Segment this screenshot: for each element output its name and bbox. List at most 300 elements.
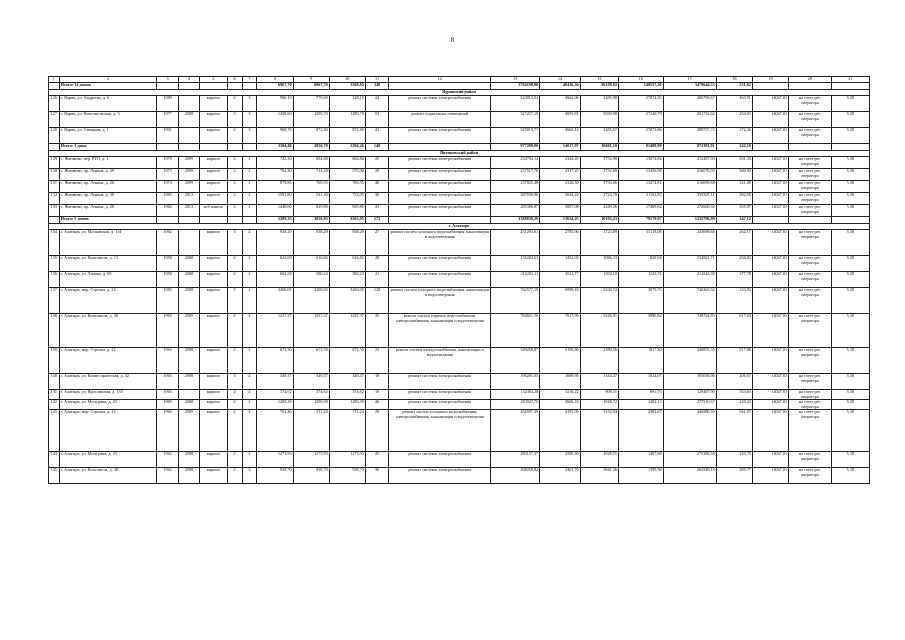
- table-cell: на счете рег. оператора: [789, 181, 832, 193]
- table-cell: ремонт системы электроснабжения: [389, 452, 491, 468]
- table-cell: 145: [49, 468, 60, 484]
- table-cell: 879,85: [257, 181, 293, 193]
- table-row: [49, 410, 870, 452]
- table-cell: 1399,38: [618, 468, 663, 484]
- table-cell: кирпич: [199, 410, 227, 452]
- table-cell: 2: [242, 452, 257, 468]
- table-cell: кирпич: [199, 374, 227, 390]
- total-row: [49, 83, 870, 90]
- table-cell: 2008: [178, 256, 199, 272]
- table-cell: кирпич: [199, 256, 227, 272]
- table-cell: 711,24: [293, 410, 329, 452]
- table-cell: 1734,66: [580, 181, 618, 193]
- table-cell: 1963: [157, 348, 178, 374]
- table-cell: 1344,47: [580, 374, 618, 390]
- table-cell: 938,70: [329, 468, 365, 484]
- table-cell: 36: [365, 193, 388, 205]
- table-cell: 446880,39: [663, 410, 716, 452]
- table-cell: 48436,36: [540, 83, 580, 90]
- table-cell: 2008: [178, 468, 199, 484]
- table-cell: [178, 128, 199, 144]
- table-cell: 5569,85: [329, 83, 365, 90]
- table-cell: 968,70: [257, 128, 293, 144]
- table-cell: 14047,81: [752, 96, 788, 112]
- table-cell: 133: [49, 205, 60, 217]
- table-cell: кирпич: [199, 468, 227, 484]
- table-cell: на счете рег. оператора: [789, 157, 832, 169]
- table-cell: 3260,05: [329, 288, 365, 314]
- table-cell: [789, 144, 832, 151]
- table-cell: 5,38: [831, 256, 869, 272]
- table-cell: 616,82: [293, 256, 329, 272]
- table-cell: [831, 144, 869, 151]
- table-cell: 691,53: [618, 390, 663, 400]
- table-cell: 140: [49, 374, 60, 390]
- table-cell: ремонт системы электроснабжения: [389, 390, 491, 400]
- table-cell: [752, 217, 788, 224]
- table-cell: 463,91: [716, 96, 752, 112]
- table-cell: 173: [365, 217, 388, 224]
- table-cell: 1928,51: [580, 452, 618, 468]
- table-cell: 353,63: [716, 390, 752, 400]
- table-cell: 1235796,99: [663, 217, 716, 224]
- table-cell: ремонт системы электроснабжения: [389, 181, 491, 193]
- column-number-cell: 6: [227, 77, 242, 83]
- table-cell: 4693,81: [540, 112, 580, 128]
- table-cell: 1289,39: [257, 400, 293, 410]
- table-cell: 1482,13: [618, 400, 663, 410]
- column-number-cell: 21: [831, 77, 869, 83]
- column-number-cell: 14: [540, 77, 580, 83]
- table-cell: кирпич: [199, 452, 227, 468]
- table-cell: 1963: [157, 374, 178, 390]
- table-cell: 2: [227, 181, 242, 193]
- table-cell: [178, 217, 199, 224]
- table-cell: 283947,70: [491, 400, 540, 410]
- table-cell: 2: [227, 468, 242, 484]
- table-cell: 1817,30: [618, 348, 663, 374]
- table-cell: 2: [242, 205, 257, 217]
- table-cell: 762577,19: [491, 288, 540, 314]
- table-cell: 3485,98: [580, 96, 618, 112]
- table-cell: 580,24: [329, 272, 365, 288]
- table-cell: 872,80: [293, 128, 329, 144]
- table-cell: 829,80: [293, 205, 329, 217]
- table-cell: [389, 144, 491, 151]
- table-cell: 1237,37: [329, 314, 365, 348]
- column-number-cell: 8: [257, 77, 293, 83]
- table-cell: г. Алатырь, ул. Московская, д. 114: [59, 230, 157, 256]
- table-cell: 938,29: [293, 230, 329, 256]
- table-cell: 711,24: [329, 410, 365, 452]
- table-cell: 132484,28: [491, 390, 540, 400]
- table-cell: на счете рег. оператора: [789, 452, 832, 468]
- table-cell: кирпич: [199, 400, 227, 410]
- table-cell: 79179,07: [618, 217, 663, 224]
- table-cell: 672,50: [293, 348, 329, 374]
- table-cell: 4: [227, 452, 242, 468]
- table-cell: 17469,62: [618, 205, 663, 217]
- table-cell: 1962: [157, 230, 178, 256]
- table-cell: 1690,95: [540, 374, 580, 390]
- table-cell: на счете рег. оператора: [789, 230, 832, 256]
- table-cell: 871381,01: [663, 144, 716, 151]
- table-cell: 3: [242, 468, 257, 484]
- table-cell: 1958: [157, 272, 178, 288]
- table-cell: г. Алатырь, ул. Комсомола, д. 48: [59, 468, 157, 484]
- table-cell: 909,31: [580, 390, 618, 400]
- table-cell: 1979: [157, 157, 178, 169]
- table-cell: 938,29: [257, 230, 293, 256]
- table-cell: 22: [365, 348, 388, 374]
- table-cell: 40: [365, 181, 388, 193]
- table-cell: 769,55: [329, 181, 365, 193]
- table-cell: 3856,85: [293, 217, 329, 224]
- table-cell: 743,30: [257, 157, 293, 169]
- table-cell: 14017,97: [540, 144, 580, 151]
- table-cell: 359307,11: [663, 193, 716, 205]
- table-cell: 233,92: [716, 288, 752, 314]
- table-cell: г. Алатырь, ул. Комсомола, д. 13: [59, 256, 157, 272]
- table-cell: кирпич: [199, 288, 227, 314]
- table-cell: 2294,26: [329, 144, 365, 151]
- table-cell: [157, 217, 178, 224]
- table-cell: 2009: [178, 112, 199, 128]
- table-cell: [789, 83, 832, 90]
- table-cell: с. Янтиково, пр. Ленина, д. 28: [59, 205, 157, 217]
- table-row: [49, 96, 870, 112]
- table-cell: 977289,00: [491, 144, 540, 151]
- table-cell: 770,60: [293, 96, 329, 112]
- table-cell: 21: [365, 272, 388, 288]
- table-cell: 1237,37: [293, 314, 329, 348]
- table-cell: 733,05: [329, 193, 365, 205]
- table-cell: 5,38: [831, 169, 869, 181]
- table-cell: 828,94: [618, 256, 663, 272]
- district-title: Янтиковский район: [49, 151, 870, 157]
- table-cell: [242, 83, 257, 90]
- table-cell: [178, 144, 199, 151]
- table-cell: 14047,81: [752, 157, 788, 169]
- table-cell: 3: [227, 374, 242, 390]
- table-row: [49, 181, 870, 193]
- table-cell: г. Алатырь, мкр. Стрелка, д. 23: [59, 288, 157, 314]
- table-cell: 2: [242, 157, 257, 169]
- table-cell: на счете рег. оператора: [789, 193, 832, 205]
- table-cell: 27974,35: [618, 96, 663, 112]
- table-cell: 25: [365, 157, 388, 169]
- table-cell: 2461,70: [540, 468, 580, 484]
- table-cell: 372,36: [716, 128, 752, 144]
- table-cell: 5,38: [831, 230, 869, 256]
- table-cell: 13474,81: [618, 181, 663, 193]
- table-cell: 142: [49, 400, 60, 410]
- table-cell: кирпич: [199, 96, 227, 112]
- table-cell: 234704,14: [491, 157, 540, 169]
- table-cell: 2009: [178, 314, 199, 348]
- table-cell: 3: [242, 128, 257, 144]
- table-cell: 5,38: [831, 96, 869, 112]
- table-cell: [831, 217, 869, 224]
- table-cell: 143: [49, 410, 60, 452]
- table-cell: 325019,77: [491, 128, 540, 144]
- table-cell: 5,38: [831, 390, 869, 400]
- table-cell: 196201,65: [491, 374, 540, 390]
- table-cell: 214544,30: [663, 272, 716, 288]
- table-cell: 45: [365, 452, 388, 468]
- table-cell: 1591,80: [257, 193, 293, 205]
- table-cell: 44: [365, 96, 388, 112]
- table-cell: кирпич: [199, 348, 227, 374]
- district-title: г. Алатырь: [49, 224, 870, 230]
- table-cell: 2: [227, 390, 242, 400]
- table-cell: 2: [227, 169, 242, 181]
- table-cell: 349258,87: [491, 348, 540, 374]
- table-cell: 1969: [157, 400, 178, 410]
- table-cell: 16: [365, 390, 388, 400]
- table-cell: 769,55: [293, 181, 329, 193]
- table-cell: 126: [49, 96, 60, 112]
- table-cell: г. Ядрин, ул. Северная, д. 1: [59, 128, 157, 144]
- table-cell: 1723,89: [580, 230, 618, 256]
- table-cell: 2: [242, 181, 257, 193]
- table-cell: 140557,20: [618, 83, 663, 90]
- table-cell: 323013,04: [491, 96, 540, 112]
- column-number-cell: 17: [663, 77, 716, 83]
- table-cell: ремонт систем холодного водоснабжения, электроснабжения, канализации и водоотведения: [389, 410, 491, 452]
- table-row: [49, 468, 870, 484]
- table-cell: 1962: [157, 468, 178, 484]
- table-cell: 262,17: [716, 230, 752, 256]
- table-cell: 349,37: [329, 374, 365, 390]
- table-cell: 1752,90: [580, 157, 618, 169]
- table-cell: 285386,87: [491, 205, 540, 217]
- table-cell: 141: [49, 390, 60, 400]
- table-cell: [178, 390, 199, 400]
- column-number-cell: 16: [618, 77, 663, 83]
- table-cell: 1966: [157, 410, 178, 452]
- table-cell: 1273,93: [329, 452, 365, 468]
- column-number-cell: 19: [752, 77, 788, 83]
- table-cell: 2: [242, 374, 257, 390]
- table-cell: 1977: [157, 112, 178, 128]
- table-cell: 2013: [178, 193, 199, 205]
- table-cell: ремонт системы электроснабжения: [389, 169, 491, 181]
- table-cell: 27240,78: [618, 112, 663, 128]
- district-title: Ядринский район: [49, 90, 870, 96]
- table-cell: 1989: [157, 96, 178, 112]
- table-cell: 6967,70: [257, 83, 293, 90]
- table-cell: [157, 144, 178, 151]
- table-cell: 36199,82: [580, 83, 618, 90]
- table-cell: 2: [242, 193, 257, 205]
- table-cell: 3563,05: [329, 217, 365, 224]
- table-cell: 1024,07: [618, 374, 663, 390]
- table-cell: 2580,40: [540, 452, 580, 468]
- table-row: [49, 374, 870, 390]
- table-cell: 138: [49, 314, 60, 348]
- table-cell: 340,93: [716, 169, 752, 181]
- table-cell: 2: [227, 193, 242, 205]
- column-number-cell: 15: [580, 77, 618, 83]
- table-cell: г. Алатырь, мкр. Стрелка, д. 22: [59, 348, 157, 374]
- table-cell: 5,38: [831, 314, 869, 348]
- table-cell: 277910,67: [663, 400, 716, 410]
- column-number-cell: 20: [789, 77, 832, 83]
- column-number-cell: 11: [365, 77, 388, 83]
- table-cell: на счете рег. оператора: [789, 390, 832, 400]
- table-cell: 127: [49, 112, 60, 128]
- table-cell: 291752,62: [663, 112, 716, 128]
- column-number-cell: 5: [199, 77, 227, 83]
- table-cell: 764021,50: [491, 314, 540, 348]
- table-cell: 2: [242, 348, 257, 374]
- table-cell: ремонт системы электроснабжения: [389, 374, 491, 390]
- table-cell: кирпич: [199, 112, 227, 128]
- table-cell: 139: [49, 348, 60, 374]
- table-cell: 18: [365, 374, 388, 390]
- table-cell: 53: [365, 112, 388, 128]
- table-cell: г. Алатырь, ул. Мичурина, д. 23: [59, 452, 157, 468]
- table-cell: [227, 144, 242, 151]
- table-cell: 21162,85: [618, 193, 663, 205]
- table-cell: 1273,93: [293, 452, 329, 468]
- table-cell: 5,38: [831, 374, 869, 390]
- table-cell: с. Янтиково, пр. Ленина, д. 30: [59, 193, 157, 205]
- table-cell: 283157,37: [491, 452, 540, 468]
- table-cell: ремонт систем электроснабжения, канализации и водоотведения: [389, 348, 491, 374]
- table-cell: 3132,94: [580, 410, 618, 452]
- table-row: [49, 128, 870, 144]
- table-cell: 938,29: [329, 230, 365, 256]
- table-cell: [227, 217, 242, 224]
- table-cell: 13674,84: [618, 157, 663, 169]
- table-cell: 748764,83: [663, 314, 716, 348]
- table-cell: 2009: [178, 410, 199, 452]
- table-cell: 3485,67: [580, 128, 618, 144]
- table-cell: с. Янтиково, пер. РТП, д. 1: [59, 157, 157, 169]
- table-cell: 220,22: [716, 400, 752, 410]
- table-cell: 14047,81: [752, 288, 788, 314]
- table-cell: 154921,71: [663, 256, 716, 272]
- table-cell: 137: [49, 288, 60, 314]
- table-cell: 14047,81: [752, 390, 788, 400]
- table-cell: 5,38: [831, 128, 869, 144]
- table-cell: 829,80: [329, 205, 365, 217]
- column-number-cell: 2: [59, 77, 157, 83]
- table-cell: 14047,81: [752, 193, 788, 205]
- table-cell: 14047,81: [752, 452, 788, 468]
- table-cell: 156284,63: [491, 256, 540, 272]
- table-cell: 286790,67: [663, 96, 716, 112]
- column-number-cell: 18: [716, 77, 752, 83]
- table-cell: 3: [242, 112, 257, 128]
- table-cell: 3569,98: [580, 112, 618, 128]
- table-cell: 289797,72: [663, 128, 716, 144]
- table-cell: 14047,81: [752, 112, 788, 128]
- table-cell: на счете рег. оператора: [789, 468, 832, 484]
- table-cell: на счете рег. оператора: [789, 288, 832, 314]
- table-cell: 2249,26: [580, 205, 618, 217]
- column-number-cell: 4: [178, 77, 199, 83]
- table-cell: 764,30: [257, 169, 293, 181]
- table-cell: 14047,81: [752, 374, 788, 390]
- table-cell: [752, 144, 788, 151]
- table-cell: 387836,96: [491, 193, 540, 205]
- table-cell: 1963: [157, 390, 178, 400]
- table-cell: 7017,99: [540, 314, 580, 348]
- table-cell: [178, 230, 199, 256]
- table-row: [49, 205, 870, 217]
- table-cell: 2: [227, 205, 242, 217]
- table-cell: 14047,81: [752, 348, 788, 374]
- table-cell: 392,58: [716, 193, 752, 205]
- table-cell: 355,97: [716, 205, 752, 217]
- table-cell: кирпич: [199, 193, 227, 205]
- table-cell: 1948,72: [580, 400, 618, 410]
- table-cell: ремонт системы электроснабжения: [389, 272, 491, 288]
- table-cell: 216076,93: [663, 169, 716, 181]
- table-cell: 4662,12: [540, 128, 580, 144]
- table-cell: 130: [49, 169, 60, 181]
- table-row: [49, 112, 870, 128]
- table-cell: 14047,81: [752, 400, 788, 410]
- table-cell: 29: [365, 169, 388, 181]
- table-cell: на счете рег. оператора: [789, 410, 832, 452]
- table-cell: 1289,39: [329, 400, 365, 410]
- table-cell: 2: [242, 314, 257, 348]
- table-cell: 129467,90: [663, 390, 716, 400]
- table-cell: 321,09: [716, 181, 752, 193]
- table-cell: 10401,10: [580, 144, 618, 151]
- table-cell: 2008: [178, 348, 199, 374]
- table-cell: 3007,08: [540, 205, 580, 217]
- table-cell: 349,37: [293, 374, 329, 390]
- table-cell: 2: [227, 128, 242, 144]
- table-cell: ремонт системы электроснабжения: [389, 128, 491, 144]
- table-cell: с. Янтиково, пр. Ленина, д. 26: [59, 181, 157, 193]
- table-cell: 5,38: [831, 205, 869, 217]
- table-cell: 4: [242, 288, 257, 314]
- table-cell: 911,30: [293, 193, 329, 205]
- table-cell: 20: [365, 410, 388, 452]
- column-number-cell: 3: [157, 77, 178, 83]
- table-cell: 3394,40: [257, 144, 293, 151]
- table-cell: 14047,81: [752, 128, 788, 144]
- table-row: [49, 452, 870, 468]
- table-cell: 2008: [178, 374, 199, 390]
- table-cell: 36: [365, 468, 388, 484]
- table-cell: на счете рег. оператора: [789, 128, 832, 144]
- table-cell: на счете рег. оператора: [789, 96, 832, 112]
- table-row: [49, 348, 870, 374]
- table-cell: 213201,11: [491, 272, 540, 288]
- page-number: 8: [450, 36, 455, 44]
- table-row: [49, 157, 870, 169]
- table-cell: 14047,81: [752, 314, 788, 348]
- table-cell: 5209,35: [257, 217, 293, 224]
- table-cell: 2606,18: [540, 400, 580, 410]
- table-cell: 2: [227, 157, 242, 169]
- table-cell: 374,62: [329, 390, 365, 400]
- table-cell: 2008: [178, 272, 199, 288]
- table-cell: 1452,03: [540, 256, 580, 272]
- table-cell: 212497,93: [663, 157, 716, 169]
- table-cell: 14047,81: [752, 256, 788, 272]
- column-number-cell: 9: [293, 77, 329, 83]
- table-cell: 216059,68: [663, 181, 716, 193]
- table-cell: г. Алатырь, ул. Комиссариатская, д. 42: [59, 374, 157, 390]
